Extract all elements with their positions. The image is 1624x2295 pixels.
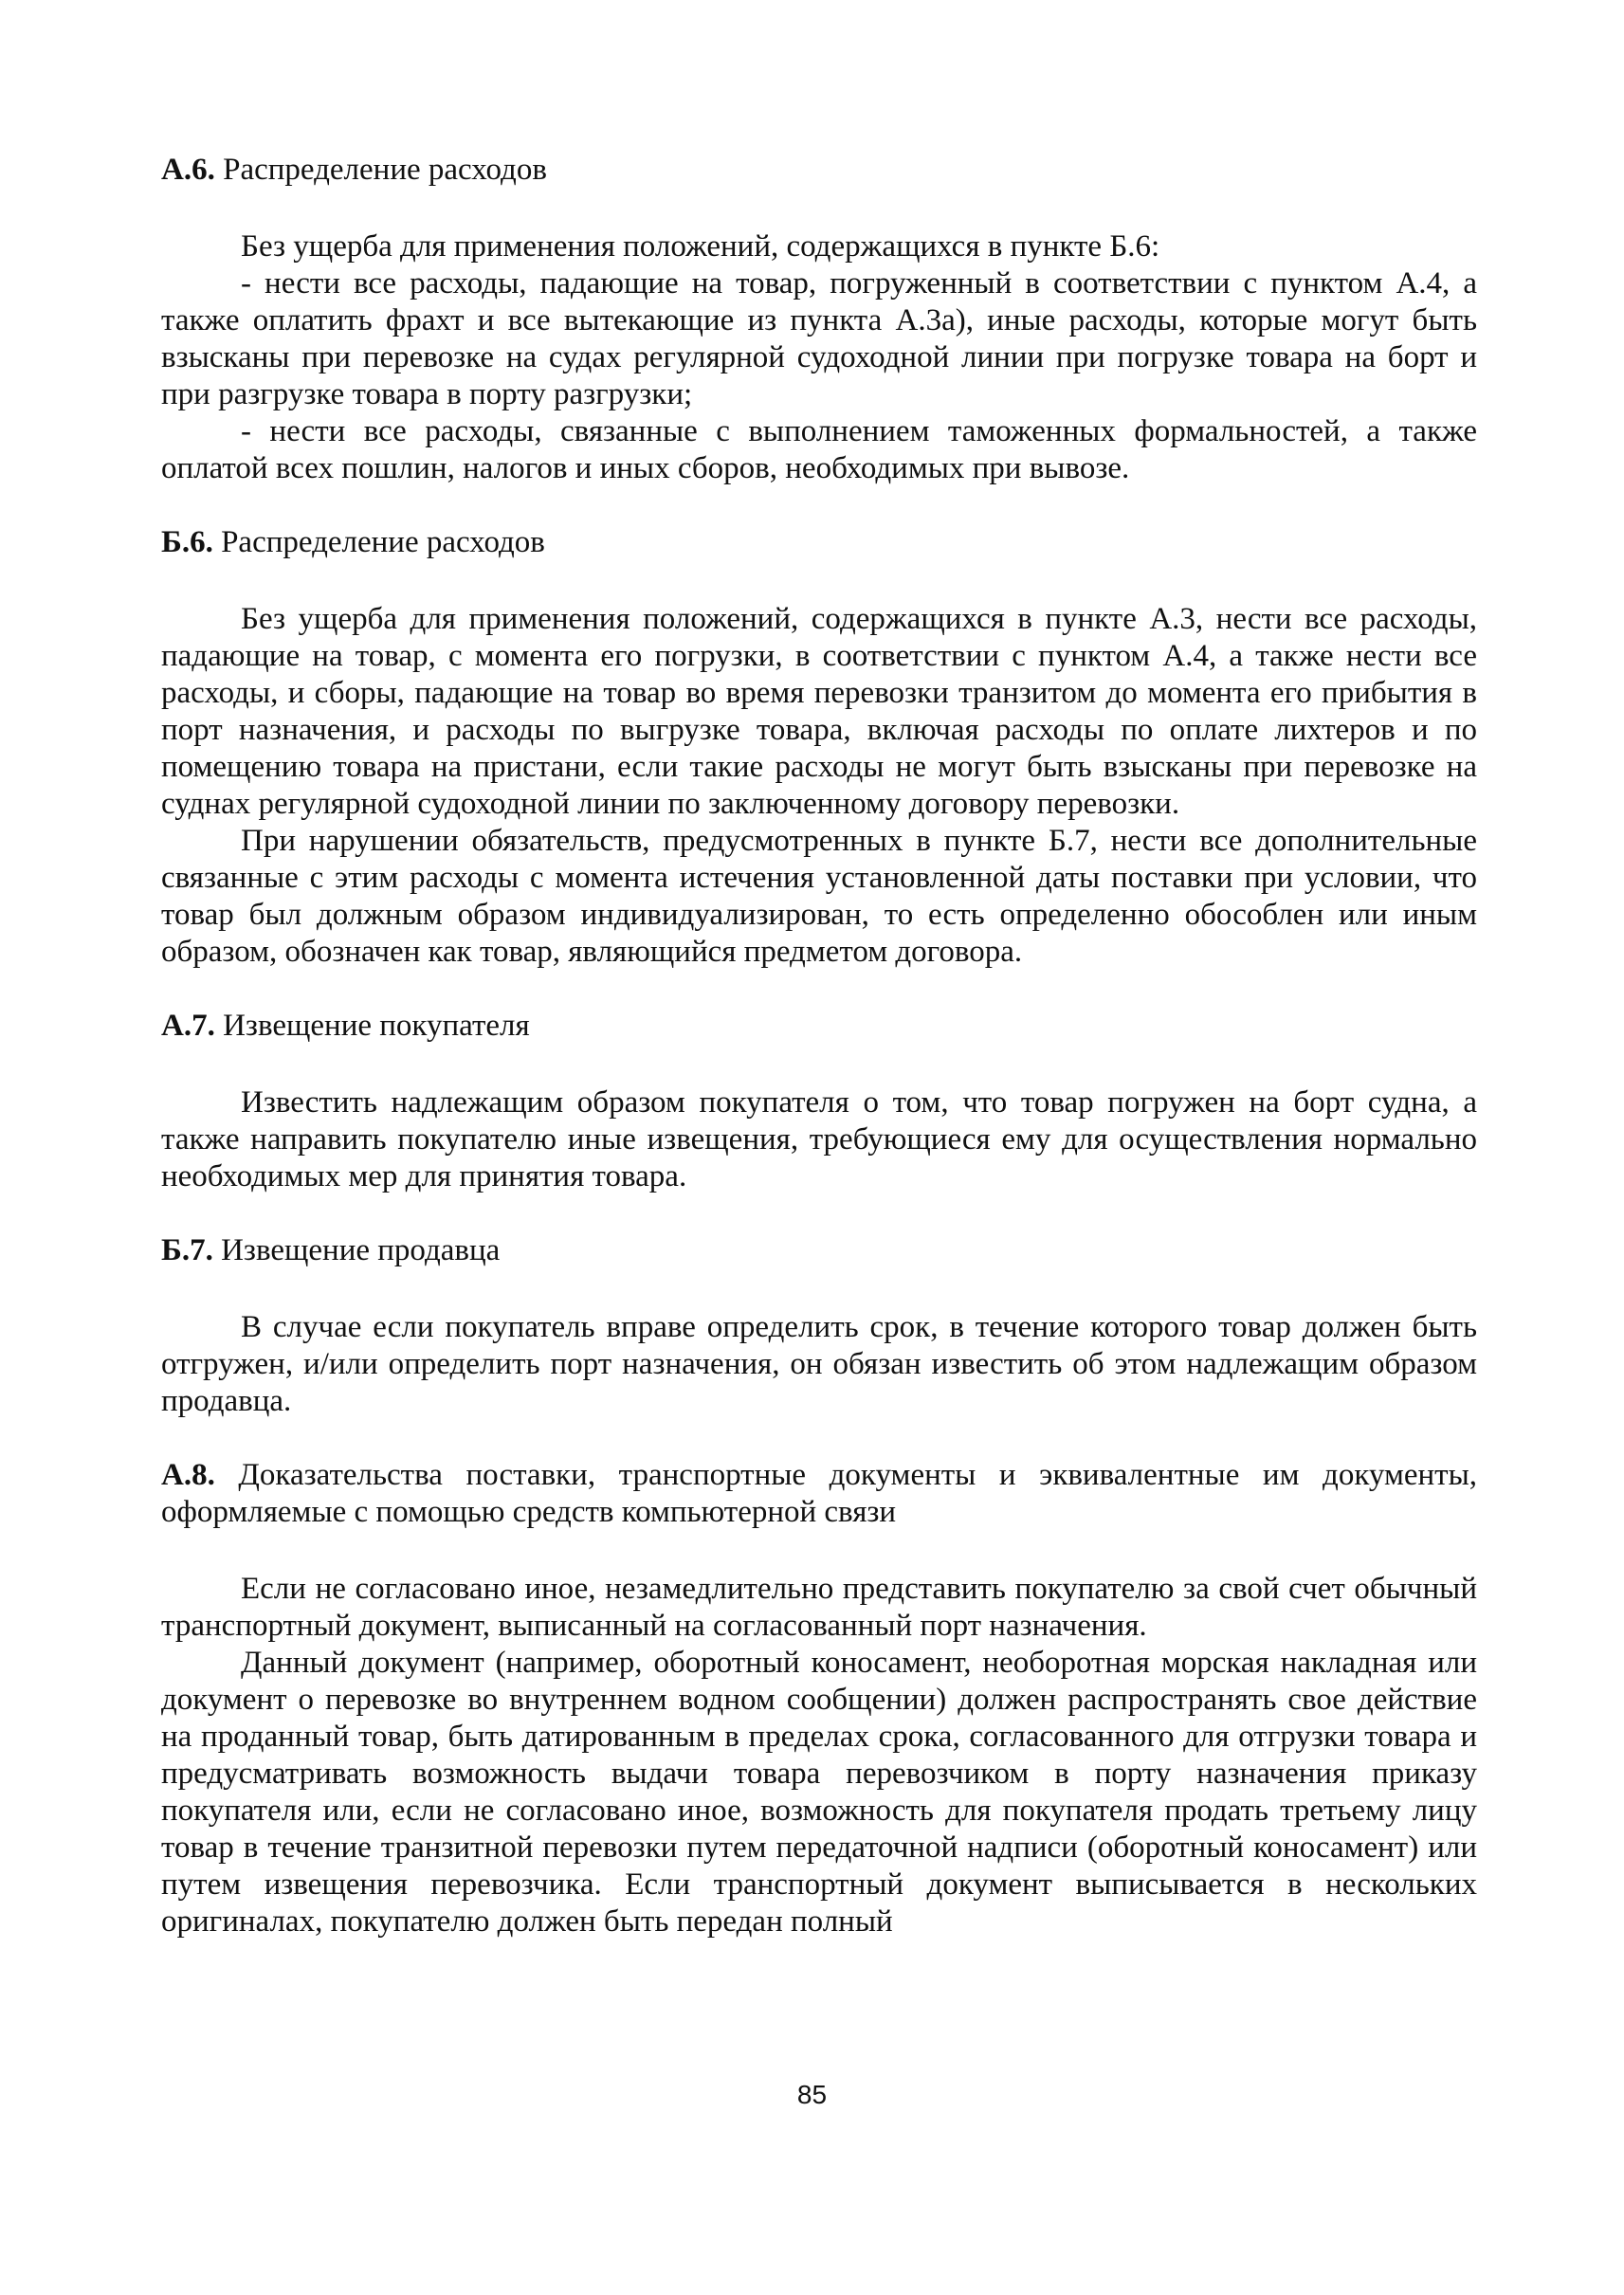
page-number: 85 — [796, 2080, 828, 2109]
section-number: А.8. — [161, 1458, 215, 1492]
list-item: - нести все расходы, падающие на товар, погруженный в соответствии с пунктом А.4, а также оплатить фрахт и все вытекающие из пункта А.3а), иные расходы, которые могут быть взысканы при перевозке на судах регулярной судоходной линии при погрузке товара на борт и при разгрузке товара в порту разгрузки; — [161, 266, 1477, 411]
section-heading-b7 — [161, 1232, 1477, 1269]
list-item: - нести все расходы, связанные с выполнением таможенных формальностей, а также оплатой всех пошлин, налогов и иных сборов, необходимых при вывозе. — [161, 414, 1477, 485]
section-title: Извещение продавца — [221, 1233, 501, 1267]
paragraph: Известить надлежащим образом покупателя о том, что товар погружен на борт судна, а также направить покупателю иные извещения, требующиеся ему для осуществления нормально необходимых мер для принятия товара. — [161, 1085, 1477, 1193]
paragraph: Данный документ (например, оборотный коносамент, необоротная морская накладная или документ о перевозке во внутреннем водном сообщении) должен распространять свое действие на проданный товар, быть датированным в пределах срока, согласованного для отгрузки товара и предусматривать возможность выдачи товара перевозчиком в порту назначения приказу покупателя или, если не согласовано иное, возможность для покупателя продать третьему лицу товар в течение транзитной перевозки путем передаточной надписи (оборотный коносамент) или путем извещения перевозчика. Если транспортный документ выписывается в нескольких оригиналах, покупателю должен быть передан полный — [161, 1646, 1477, 1939]
section-heading-b6 — [161, 524, 1477, 561]
page-content — [161, 152, 1477, 1940]
section-number: Б.6. — [161, 525, 213, 559]
section-title: Доказательства поставки, транспортные документы и эквивалентные им документы, оформляемые с помощью средств компьютерной связи — [161, 1458, 1477, 1529]
paragraph: При нарушении обязательств, предусмотренных в пункте Б.7, нести все дополнительные связанные с этим расходы с момента истечения установленной даты поставки при условии, что товар был должным образом индивидуализирован, то есть определенно обособлен или иным образом, обозначен как товар, являющийся предметом договора. — [161, 824, 1477, 969]
section-heading-a6 — [161, 152, 1477, 189]
paragraph: В случае если покупатель вправе определить срок, в течение которого товар должен быть отгружен, и/или определить порт назначения, он обязан известить об этом надлежащим образом продавца. — [161, 1310, 1477, 1418]
section-title: Распределение расходов — [221, 525, 545, 559]
section-heading-a7 — [161, 1008, 1477, 1045]
section-number: А.6. — [161, 153, 215, 187]
section-title: Распределение расходов — [223, 153, 547, 187]
paragraph: Если не согласовано иное, незамедлительно представить покупателю за свой счет обычный транспортный документ, выписанный на согласованный порт назначения. — [161, 1572, 1477, 1643]
paragraph: Без ущерба для применения положений, содержащихся в пункте А.3, нести все расходы, падающие на товар, с момента его погрузки, в соответствии с пунктом А.4, а также нести все расходы, и сборы, падающие на товар во время перевозки транзитом до момента его прибытия в порт назначения, и расходы по выгрузке товара, включая расходы по оплате лихтеров и по помещению товара на пристани, если такие расходы не могут быть взысканы при перевозке на суднах регулярной судоходной линии по заключенному договору перевозки. — [161, 602, 1477, 821]
section-heading-a8 — [161, 1457, 1477, 1531]
section-number: А.7. — [161, 1009, 215, 1043]
section-title: Извещение покупателя — [223, 1009, 530, 1043]
section-number: Б.7. — [161, 1233, 213, 1267]
paragraph: Без ущерба для применения положений, содержащихся в пункте Б.6: — [241, 229, 1160, 264]
